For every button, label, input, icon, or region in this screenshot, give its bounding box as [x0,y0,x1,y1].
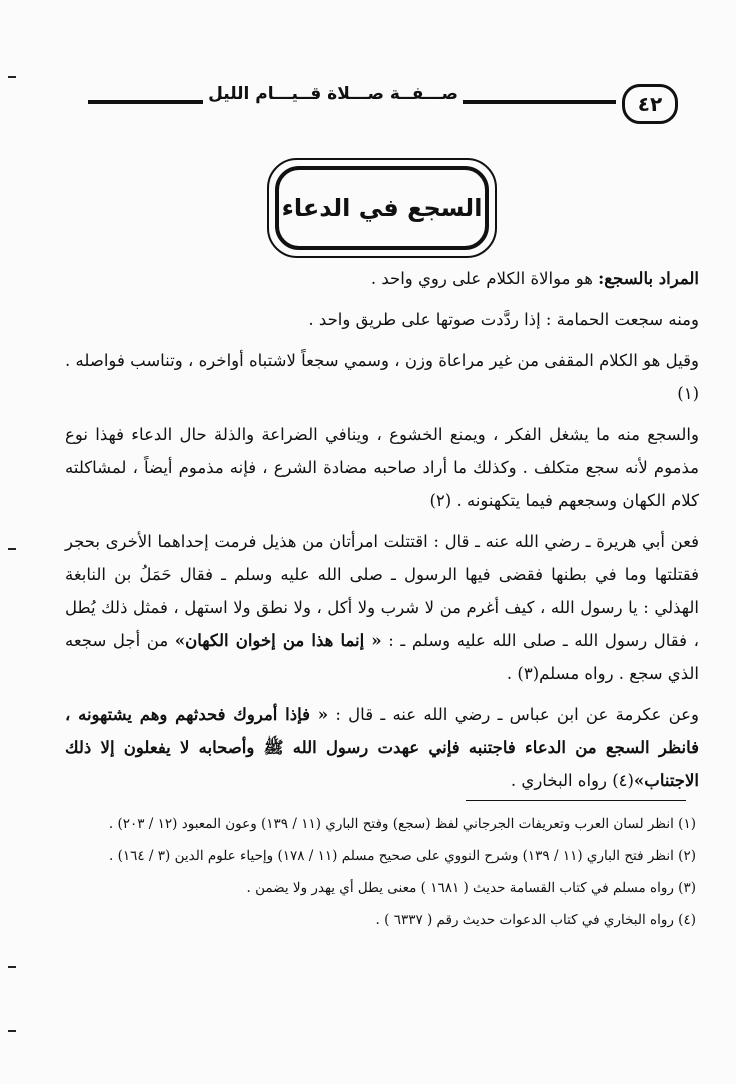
page-number: ٤٢ [622,84,678,124]
body-text [65,262,699,805]
definition-paragraph [65,262,699,295]
margin-mark [8,966,16,968]
paragraph: وقيل هو الكلام المقفى من غير مراعاة وزن ، وسمي سجعاً لاشتباه أواخره ، وتناسب فواصله . (١) [65,351,699,403]
hadith-source: (٤) رواه البخاري . [510,771,634,790]
hadith-quote: « إنما هذا من إخوان الكهان» [174,631,382,650]
definition-text: هو موالاة الكلام على روي واحد . [370,269,599,288]
section-title: السجع في الدعاء [281,194,483,222]
hadith-paragraph [65,525,699,690]
footnote: (٤) رواه البخاري في كتاب الدعوات حديث رقم ( ٦٣٣٧ ) . [375,912,696,928]
running-title: صـــفــة صـــلاة قــيـــام الليل [203,84,463,104]
footnote: (١) انظر لسان العرب وتعريفات الجرجاني لفظ (سجع) وفتح الباري (١١ / ١٣٩) وعون المعبود (١٢ / ٢٠٣) . [108,816,696,832]
margin-mark [8,76,16,78]
footnote-separator [466,800,686,801]
definition-term: المراد بالسجع: [598,269,699,288]
footnote: (٢) انظر فتح الباري (١١ / ١٣٩) وشرح النووي على صحيح مسلم (١١ / ١٧٨) وإحياء علوم الدين (٣ / ١٦٤) . [109,848,696,864]
margin-mark [8,1030,16,1032]
section-title-frame [267,158,497,258]
hadith-paragraph [65,698,699,797]
hadith-text: وعن عكرمة عن ابن عباس ـ رضي الله عنه ـ قال : [328,705,699,724]
hadith-quote: « فإذا أمروك فحدثهم وهم يشتهونه ، فانظر السجع من الدعاء فاجتنبه فإني عهدت رسول الله ﷺ وأصحابه لا يفعلون إلا ذلك الاجتناب» [65,705,699,790]
margin-mark [8,548,16,550]
paragraph: ومنه سجعت الحمامة : إذا ردَّدت صوتها على طريق واحد . [308,310,699,329]
hadith-text: فعن أبي هريرة ـ رضي الله عنه ـ قال : اقتتلت امرأتان من هذيل فرمت إحداهما الأخرى بحجر فقتلتها وما في بطنها فقضى فيها الرسول ـ صلى الله عليه وسلم ـ فقال حَمَلُ بن النابغة الهذلي : يا رسول الله ، كيف أغرم من لا شرب ولا أكل ، ولا نطق ولا استهل ، فمثل ذلك يُطل ، فقال رسول الله ـ صلى الله عليه وسلم ـ : [65,532,699,650]
hadith-source: من أجل سجعه الذي سجع . رواه مسلم(٣) . [65,631,699,683]
running-header [78,82,678,122]
footnote: (٣) رواه مسلم في كتاب القسامة حديث ( ١٦٨١ ) معنى يطل أي يهدر ولا يضمن . [246,880,696,896]
paragraph: والسجع منه ما يشغل الفكر ، ويمنع الخشوع ، وينافي الضراعة والذلة حال الدعاء فهذا نوع مذموم لأنه سجع متكلف . وكذلك ما أراد صاحبه مضادة الشرع ، فإنه مذموم أيضاً ، لمشاكلته كلام الكهان وسجعهم فيما يتكهنونه . (٢) [65,425,699,510]
footnotes [66,810,696,938]
